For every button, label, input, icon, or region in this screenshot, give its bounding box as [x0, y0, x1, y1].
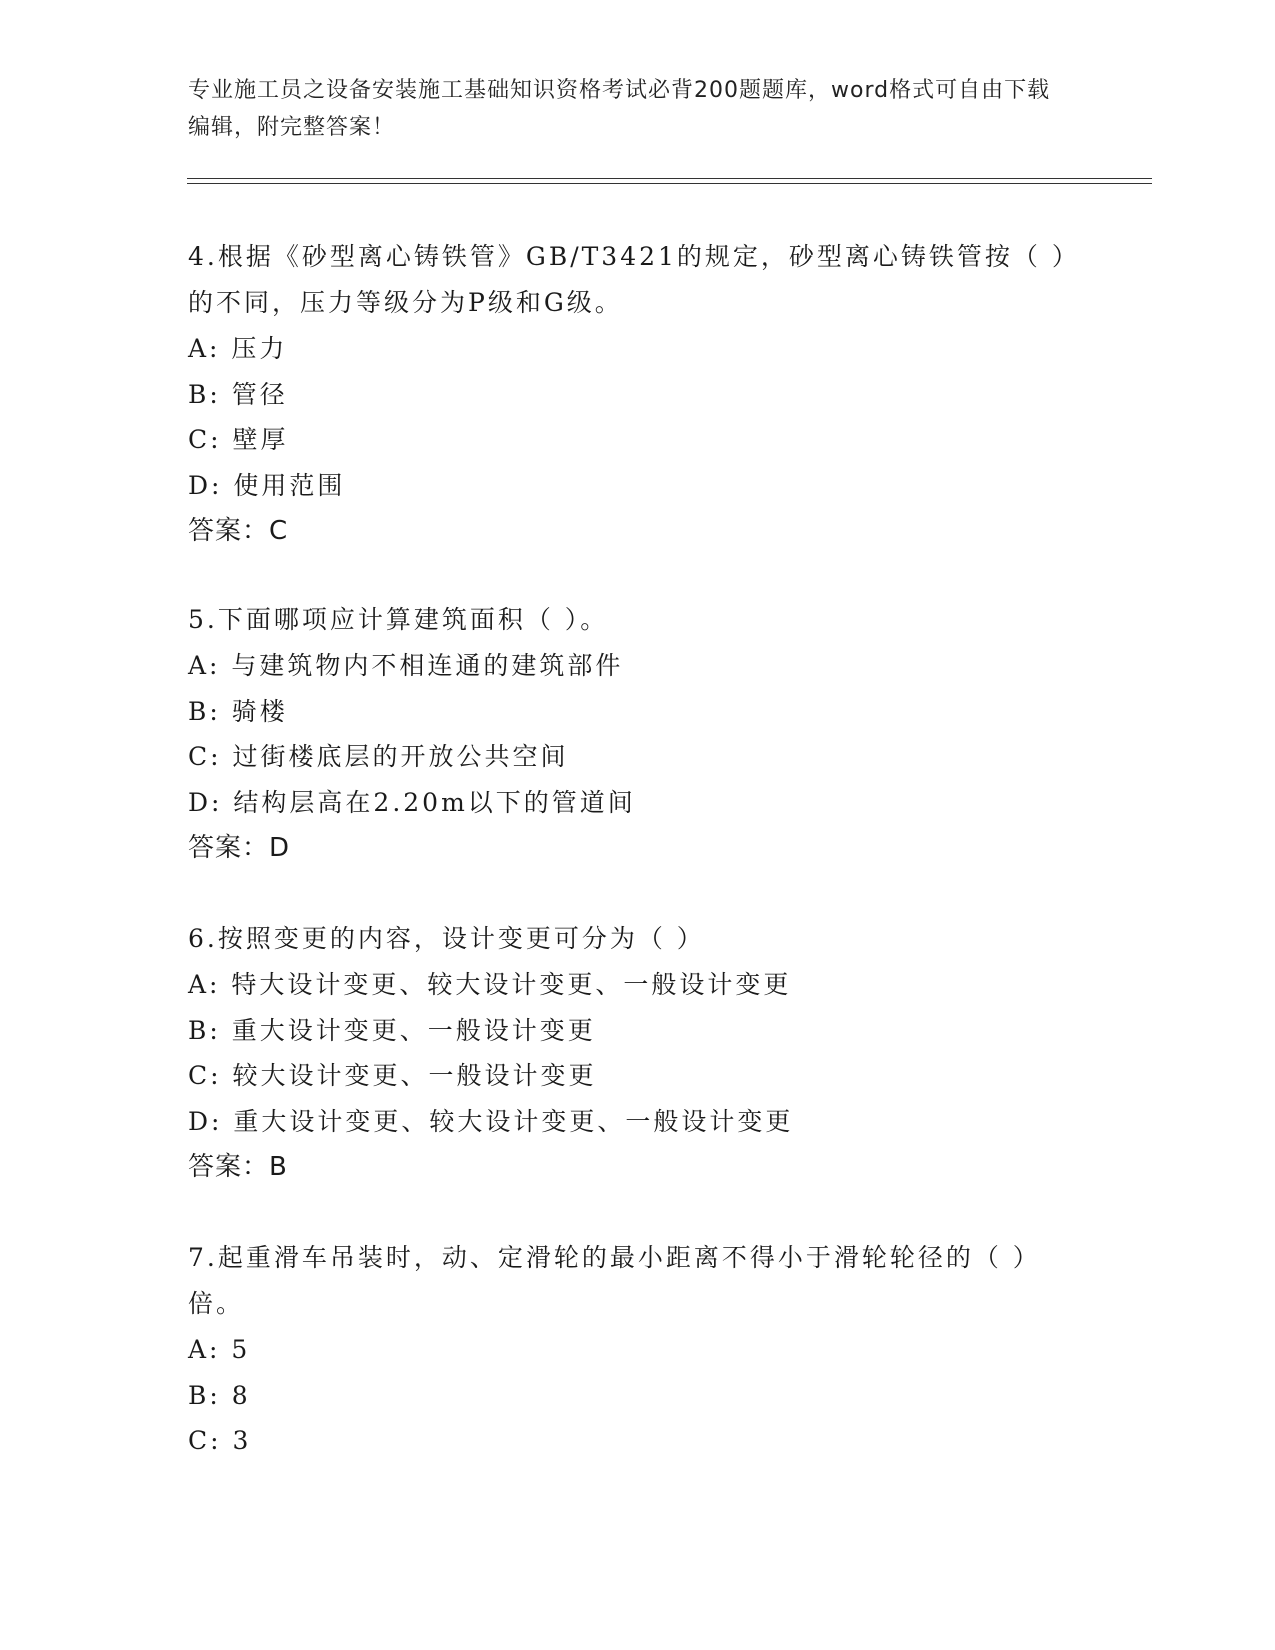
option-c: C: 壁厚	[188, 425, 289, 454]
option-b: B: 重大设计变更、一般设计变更	[188, 1015, 596, 1045]
option-b: B: 骑楼	[188, 696, 288, 726]
option-a: A: 特大设计变更、较大设计变更、一般设计变更	[188, 970, 792, 999]
question-text: 4.根据《砂型离心铸铁管》GB/T3421的规定，砂型离心铸铁管按（ ）的不同，压力等级分为P级和G级。	[188, 242, 1080, 317]
answer-line: 答案：B	[188, 1152, 288, 1182]
option-d: D: 重大设计变更、较大设计变更、一般设计变更	[188, 1106, 794, 1136]
question-block	[188, 916, 1088, 1190]
option-c: C: 较大设计变更、一般设计变更	[188, 1061, 597, 1090]
header-divider-line-secondary	[187, 183, 1152, 184]
option-a: A: 压力	[188, 334, 288, 363]
question-text: 6.按照变更的内容，设计变更可分为（ ）	[188, 924, 705, 953]
option-c: C: 过街楼底层的开放公共空间	[188, 742, 569, 771]
option-a: A: 5	[188, 1335, 251, 1364]
option-a: A: 与建筑物内不相连通的建筑部件	[188, 651, 624, 680]
option-c: C: 3	[188, 1426, 252, 1455]
option-d: D: 使用范围	[188, 470, 346, 500]
document-header: 专业施工员之设备安装施工基础知识资格考试必背200题题库，word格式可自由下载编辑，附完整答案！	[188, 78, 1051, 140]
question-block	[188, 1235, 1088, 1464]
option-b: B: 8	[188, 1380, 251, 1410]
question-text: 7.起重滑车吊装时，动、定滑轮的最小距离不得小于滑轮轮径的（ ）倍。	[188, 1243, 1041, 1318]
answer-line: 答案：D	[188, 833, 291, 863]
option-d: D: 结构层高在2.20m以下的管道间	[188, 787, 636, 817]
question-text: 5.下面哪项应计算建筑面积（ ）。	[188, 605, 609, 634]
header-divider-line	[187, 178, 1152, 179]
answer-line: 答案：C	[188, 516, 289, 546]
option-b: B: 管径	[188, 379, 288, 409]
question-block	[188, 597, 1088, 871]
question-block	[188, 234, 1088, 554]
